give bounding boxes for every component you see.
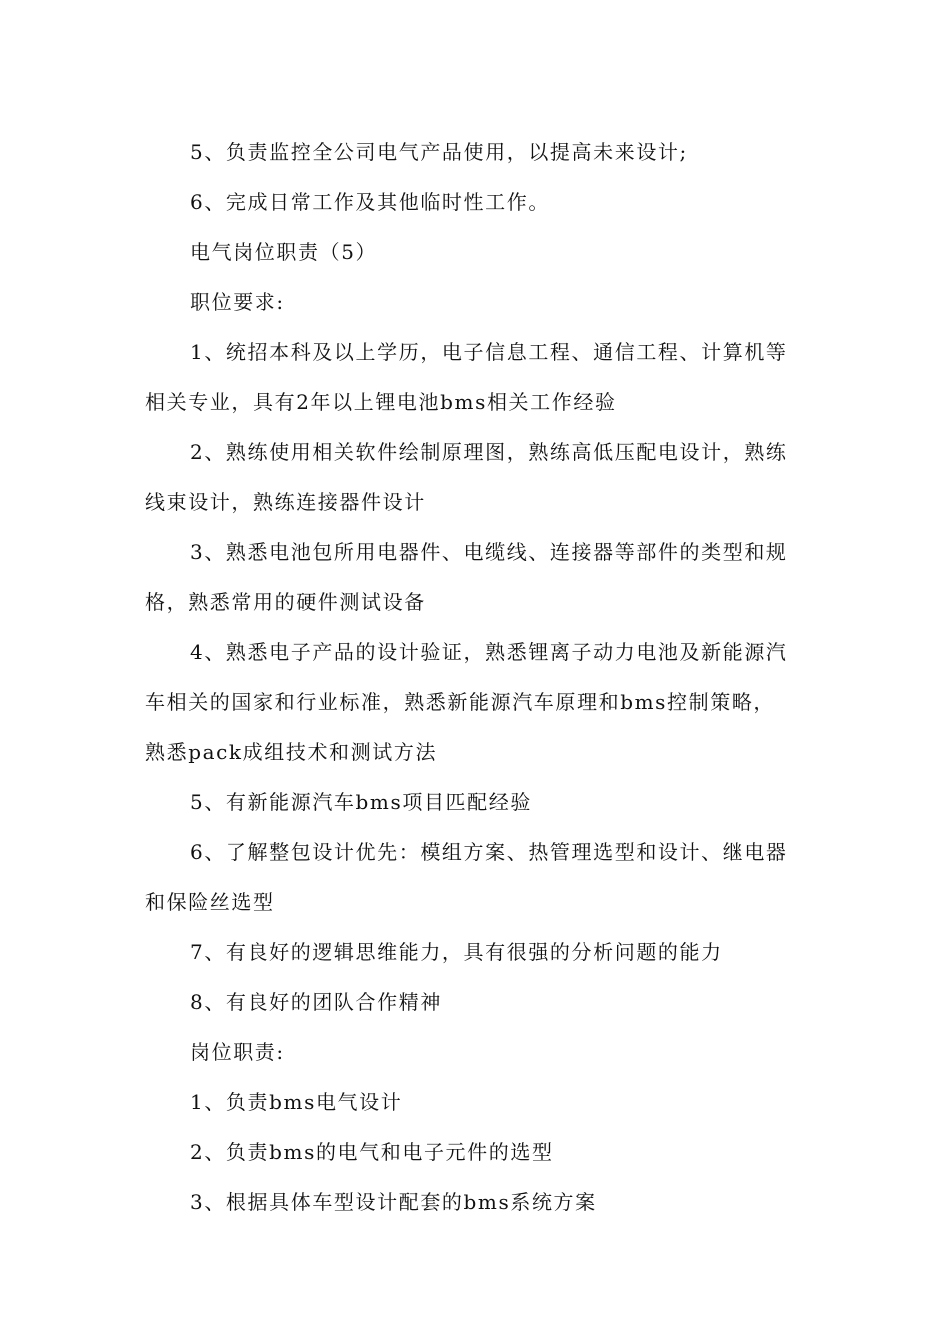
text-line: 5、负责监控全公司电气产品使用，以提高未来设计; bbox=[190, 140, 688, 164]
text-line: 4、熟悉电子产品的设计验证，熟悉锂离子动力电池及新能源汽 bbox=[190, 640, 788, 664]
subsection-heading: 岗位职责: bbox=[190, 1040, 285, 1064]
text-line: 3、熟悉电池包所用电器件、电缆线、连接器等部件的类型和规 bbox=[190, 540, 788, 564]
text-line: 熟悉pack成组技术和测试方法 bbox=[145, 740, 438, 764]
text-line: 1、统招本科及以上学历，电子信息工程、通信工程、计算机等 bbox=[190, 340, 788, 364]
text-line: 1、负责bms电气设计 bbox=[190, 1090, 403, 1114]
text-line: 相关专业，具有2年以上锂电池bms相关工作经验 bbox=[145, 390, 617, 414]
document-body bbox=[145, 127, 810, 1227]
text-line: 8、有良好的团队合作精神 bbox=[190, 990, 442, 1014]
subsection-heading: 职位要求: bbox=[190, 290, 285, 314]
text-line: 6、完成日常工作及其他临时性工作。 bbox=[190, 190, 550, 214]
text-line: 格，熟悉常用的硬件测试设备 bbox=[145, 590, 426, 614]
text-line: 6、了解整包设计优先：模组方案、热管理选型和设计、继电器 bbox=[190, 840, 788, 864]
text-line: 5、有新能源汽车bms项目匹配经验 bbox=[190, 790, 532, 814]
text-line: 2、熟练使用相关软件绘制原理图，熟练高低压配电设计，熟练 bbox=[190, 440, 788, 464]
text-line: 和保险丝选型 bbox=[145, 890, 275, 914]
text-line: 2、负责bms的电气和电子元件的选型 bbox=[190, 1140, 554, 1164]
text-line: 线束设计，熟练连接器件设计 bbox=[145, 490, 426, 514]
text-line: 7、有良好的逻辑思维能力，具有很强的分析问题的能力 bbox=[190, 940, 723, 964]
section-heading: 电气岗位职责（5） bbox=[190, 240, 378, 264]
text-line: 3、根据具体车型设计配套的bms系统方案 bbox=[190, 1190, 597, 1214]
text-line: 车相关的国家和行业标准，熟悉新能源汽车原理和bms控制策略， bbox=[145, 690, 776, 714]
